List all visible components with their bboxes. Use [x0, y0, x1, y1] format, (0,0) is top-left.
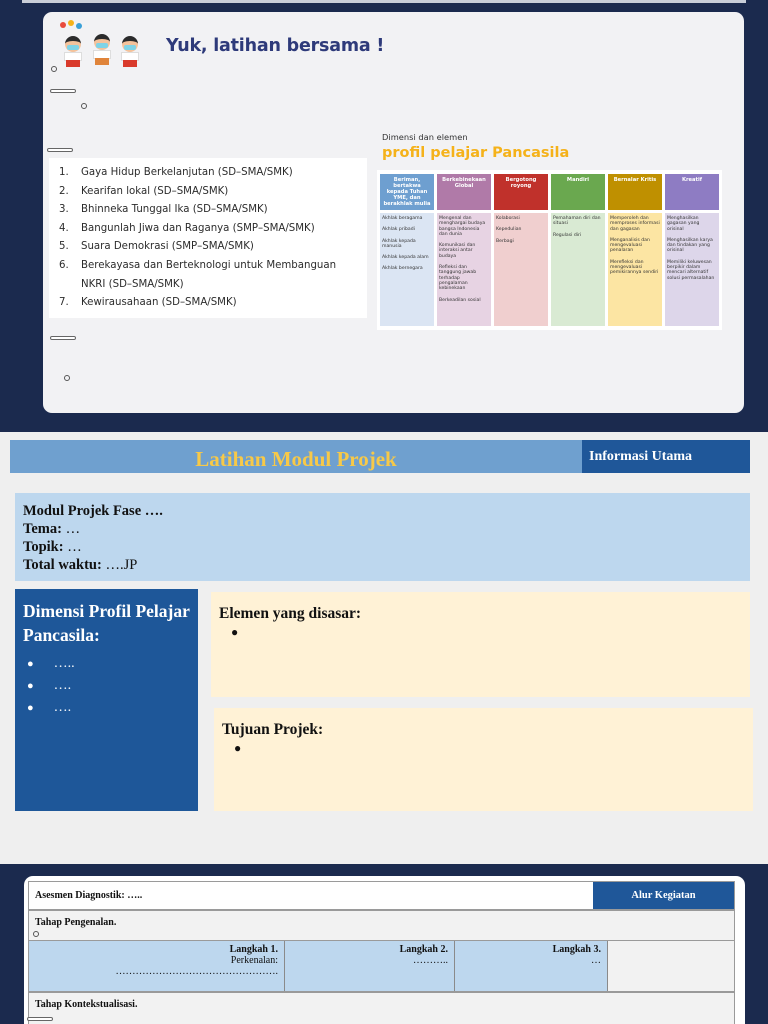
dimension-element: Akhlak pribadi — [382, 227, 415, 233]
circle-handle-icon — [81, 103, 87, 109]
dimension-element: Akhlak bernegara — [382, 266, 423, 272]
theme-number: 1. — [59, 167, 69, 178]
dimension-element: Pemahaman diri dan situasi — [553, 216, 601, 227]
dimension-element: Berbagi — [496, 238, 514, 244]
tahap-pengenalan-row — [28, 910, 735, 941]
theme-text: Kewirausahaan (SD–SMA/SMK) — [81, 297, 237, 309]
dimension-element: Komunikasi dan interaksi antar budaya — [439, 243, 476, 259]
dimension-element: Berkeadilan sosial — [439, 297, 481, 303]
langkah-cell — [29, 941, 285, 991]
dimension-element: Mengenal dan menghargai budaya bangsa Indonesia dan dunia — [439, 216, 486, 237]
info-label: Informasi Utama — [582, 440, 750, 473]
dimension-caption: Dimensi dan elemen — [382, 132, 468, 142]
dimension-element: Memiliki keluwesan berpikir dalam mencari alternatif solusi permasalahan — [667, 259, 715, 281]
dimension-column — [380, 174, 434, 326]
langkah-value: …………………………………………. — [115, 966, 278, 977]
alur-label: Alur Kegiatan — [593, 882, 734, 909]
theme-text: Suara Demokrasi (SMP–SMA/SMK) — [81, 241, 254, 253]
dimension-column — [551, 174, 605, 326]
dimension-element: Menghasilkan karya dan tindakan yang orisinal — [667, 237, 713, 254]
dimension-elements — [665, 213, 719, 326]
circle-handle-icon — [51, 66, 57, 72]
langkah-label: Langkah 2. — [399, 944, 448, 955]
theme-number: 5. — [59, 241, 69, 253]
slide-module-form — [0, 432, 768, 864]
dimension-element: Akhlak beragama — [382, 216, 423, 221]
module-meta — [15, 493, 750, 581]
dimension-elements — [494, 213, 548, 326]
waktu-label: Total waktu: — [23, 557, 102, 573]
tahap-pengenalan-label: Tahap Pengenalan. — [35, 917, 117, 928]
fase-label: Modul Projek Fase — [23, 503, 142, 519]
dimension-element: Kolaborasi — [496, 216, 520, 221]
dimension-elements — [551, 213, 605, 326]
theme-item — [59, 294, 367, 313]
bar-handle-icon — [50, 336, 76, 340]
project-themes-list — [49, 158, 367, 318]
theme-item — [59, 238, 367, 257]
tujuan-bullet: ● — [234, 741, 242, 755]
theme-item — [59, 257, 367, 294]
theme-item — [59, 164, 367, 183]
theme-text: Bangunlah Jiwa dan Raganya (SMP–SMA/SMK) — [81, 222, 315, 234]
asesmen-row — [28, 881, 735, 910]
langkah-cell — [455, 941, 608, 991]
topik-value: … — [63, 539, 82, 555]
elemen-bullet: ● — [231, 625, 239, 639]
theme-number: 4. — [59, 222, 69, 234]
dimensi-heading: Dimensi Profil Pelajar Pancasila: — [23, 601, 190, 645]
langkah-label: Langkah 1. — [229, 944, 278, 955]
dimensi-item: ● …. — [23, 697, 190, 719]
dimension-elements — [380, 213, 434, 326]
previous-slide-edge — [22, 0, 746, 3]
dimension-element: Refleksi dan tanggung jawab terhadap pengalaman kebinekaan — [439, 265, 477, 292]
dimensi-profil-box — [15, 589, 198, 811]
elemen-heading: Elemen yang disasar: — [219, 605, 362, 622]
theme-text: Kearifan lokal (SD–SMA/SMK) — [81, 185, 229, 197]
theme-number: 6. — [59, 259, 69, 271]
tahap-kontekstualisasi-label: Tahap Kontekstualisasi. — [35, 999, 138, 1010]
asesmen-label: Asesmen Diagnostik: ….. — [35, 890, 143, 901]
theme-number: 7. — [59, 297, 69, 309]
theme-number: 2. — [59, 185, 69, 197]
tema-value: … — [61, 521, 81, 537]
waktu-value: ….JP — [101, 557, 138, 573]
dimension-element: Merefleksi dan mengevaluasi pemikirannya sendiri — [610, 259, 659, 276]
dimension-element: Kepedulian — [496, 227, 522, 233]
dimension-elements-table — [377, 170, 722, 330]
langkah-value: ……….. — [413, 955, 448, 966]
langkah-cell — [285, 941, 455, 991]
langkah-sub: Perkenalan: — [230, 955, 278, 966]
dimension-element: Regulasi diri — [553, 232, 582, 238]
slide-practice-intro — [0, 0, 768, 432]
dimension-header: Bernalar Kritis — [608, 174, 662, 210]
dimension-header: Beriman, bertakwa kepada Tuhan YME, dan berakhlak mulia — [380, 174, 434, 210]
langkah-empty-cell — [608, 941, 734, 991]
practice-title: Yuk, latihan bersama ! — [166, 36, 385, 56]
tema-label: Tema: — [23, 521, 62, 537]
dimension-title: profil pelajar Pancasila — [382, 145, 570, 161]
fase-value: …. — [141, 503, 163, 519]
dimensi-item: ● ….. — [23, 653, 190, 675]
bar-handle-icon — [27, 1017, 53, 1021]
dimension-column — [608, 174, 662, 326]
dimension-column — [665, 174, 719, 326]
bar-handle-icon — [47, 148, 73, 152]
dimension-element: Akhlak kepada alam — [382, 255, 429, 261]
theme-item — [59, 220, 367, 239]
theme-item — [59, 183, 367, 202]
dimension-element: Menghasilkan gagasan yang orisinal — [667, 216, 700, 232]
dimension-elements — [608, 213, 662, 326]
theme-number: 3. — [59, 204, 69, 216]
circle-handle-icon — [64, 375, 70, 381]
dimension-element: Memperoleh dan memproses informasi dan gagasan — [610, 216, 660, 232]
dimensi-item: ● …. — [23, 675, 190, 697]
dimension-element: Akhlak kepada manusia — [382, 238, 416, 249]
dimension-elements — [437, 213, 491, 326]
tahap-kontekstualisasi-row — [28, 992, 735, 1024]
tujuan-heading: Tujuan Projek: — [222, 721, 324, 738]
theme-item — [59, 201, 367, 220]
theme-text: Gaya Hidup Berkelanjutan (SD–SMA/SMK) — [81, 167, 293, 178]
dimension-header: Kreatif — [665, 174, 719, 210]
dimension-column — [494, 174, 548, 326]
bar-handle-icon — [50, 89, 76, 93]
module-title-bar — [10, 440, 582, 473]
topik-label: Topik: — [23, 539, 64, 555]
langkah-label: Langkah 3. — [552, 944, 601, 955]
elemen-box — [211, 592, 750, 697]
dimension-element: Menganalisis dan mengevaluasi penalaran — [610, 237, 650, 254]
langkah-value: … — [591, 955, 601, 966]
tujuan-box — [214, 708, 753, 811]
dimension-column — [437, 174, 491, 326]
theme-text: Bhinneka Tunggal Ika (SD–SMA/SMK) — [81, 204, 268, 216]
students-illustration — [58, 20, 146, 80]
module-title: Latihan Modul Projek — [195, 447, 397, 471]
theme-text: Berekayasa dan Berteknologi untuk Membanguan NKRI (SD–SMA/SMK) — [81, 259, 337, 290]
dimension-header: Bergotong royong — [494, 174, 548, 210]
dimension-header: Berkebinekaan Global — [437, 174, 491, 210]
circle-handle-icon — [33, 931, 39, 937]
dimension-header: Mandiri — [551, 174, 605, 210]
langkah-row — [28, 940, 735, 992]
